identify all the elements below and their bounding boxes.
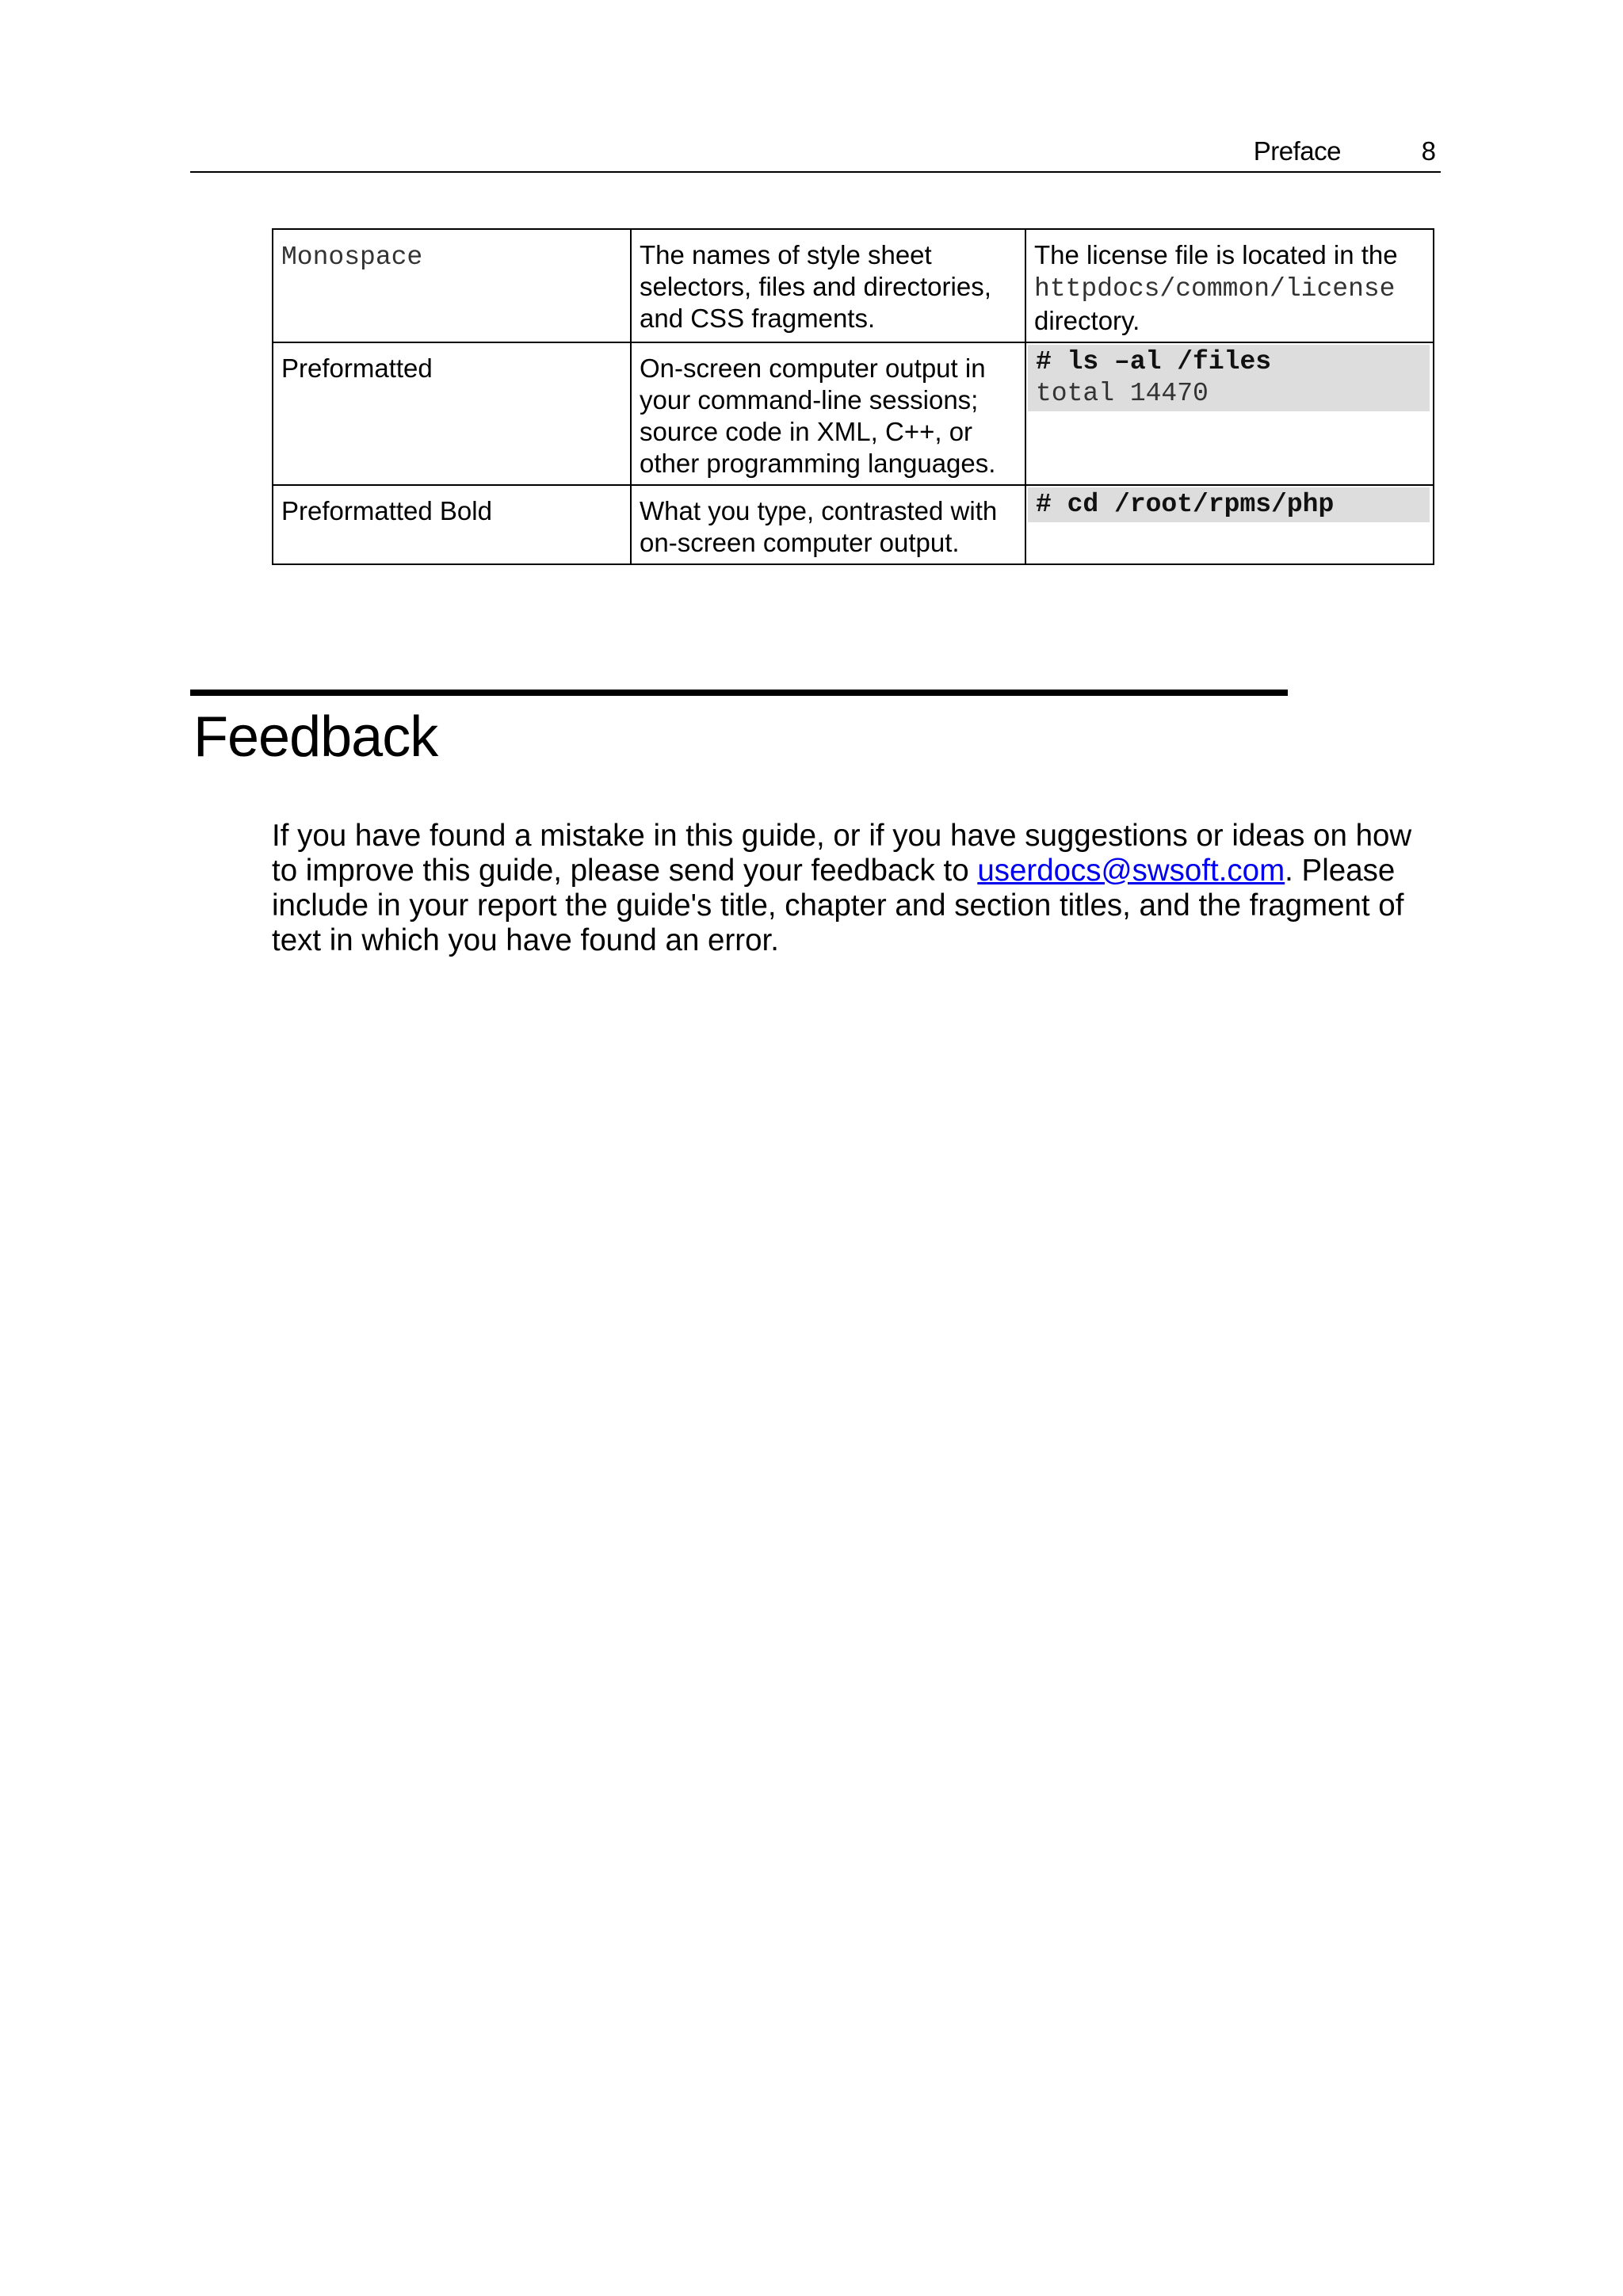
- format-name: Monospace: [281, 243, 423, 272]
- format-cell: [273, 342, 631, 485]
- feedback-text-before: If you have found a mistake in this guide, or if you have suggestions or ideas on how to improve this guide, please send your feedback to: [272, 819, 1412, 888]
- page-number: 8: [1421, 136, 1436, 166]
- usage-text: The names of style sheet selectors, files and directories, and CSS fragments.: [640, 240, 991, 333]
- code-example: [1028, 345, 1430, 411]
- example-path: httpdocs/common/license: [1034, 274, 1396, 304]
- example-cell: [1025, 342, 1434, 485]
- code-example: [1028, 487, 1430, 522]
- format-name: Preformatted Bold: [281, 496, 492, 525]
- example-text: The license file is located in the: [1034, 240, 1398, 269]
- format-cell: [273, 229, 631, 342]
- formatting-conventions-table: [272, 228, 1434, 565]
- table-row: [273, 342, 1434, 485]
- code-command: # ls –al /files: [1036, 347, 1272, 376]
- example-cell: [1025, 485, 1434, 564]
- format-name: Preformatted: [281, 353, 433, 383]
- usage-cell: [631, 229, 1025, 342]
- code-command: # cd /root/rpms/php: [1036, 490, 1335, 519]
- example-text: directory.: [1034, 306, 1140, 335]
- header-section-name: Preface: [1253, 136, 1341, 166]
- running-header: [190, 133, 1441, 173]
- usage-text: What you type, contrasted with on-screen computer output.: [640, 496, 998, 557]
- code-output: total 14470: [1036, 379, 1209, 408]
- section-title: Feedback: [193, 705, 438, 769]
- usage-cell: [631, 485, 1025, 564]
- feedback-paragraph: [272, 819, 1445, 958]
- feedback-email-link[interactable]: userdocs@swsoft.com: [977, 854, 1285, 888]
- example-cell: [1025, 229, 1434, 342]
- format-cell: [273, 485, 631, 564]
- table-row: [273, 485, 1434, 564]
- usage-cell: [631, 342, 1025, 485]
- usage-text: On-screen computer output in your command-line sessions; source code in XML, C++, or other programming languages.: [640, 353, 996, 478]
- feedback-text-after: . Please include in your report the guide's title, chapter and section titles, and the fragment of text in which you have found an error.: [272, 854, 1404, 957]
- section-divider: [190, 690, 1288, 696]
- table-row: [273, 229, 1434, 342]
